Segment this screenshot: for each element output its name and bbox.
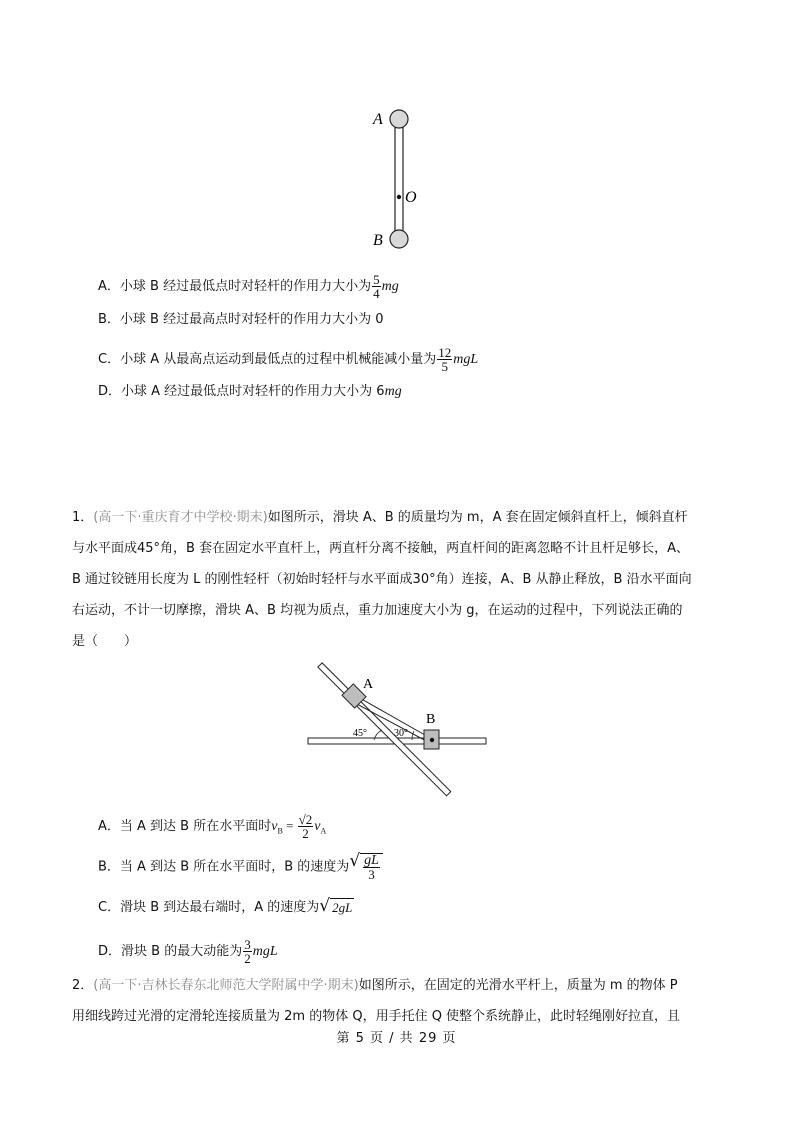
angle-45-label: 45° — [353, 728, 367, 739]
question-2-stem: 2．(高一下·吉林长春东北师范大学附属中学·期末)如图所示，在固定的光滑水平杆上，质量为 m 的物体 P 用细线跨过光滑的定滑轮连接质量为 2m 的物体 Q，用手托住 Q 使整个系统静止，此时轻绳刚好拉直，且 — [72, 978, 681, 1024]
option-c: C．小球 A 从最高点运动到最低点的过程中机械能减小量为 $\frac{12}{5}$ mgL — [98, 345, 479, 374]
fraction: $\frac{12}{5}$ — [438, 345, 452, 374]
question-1-stem: 1．(高一下·重庆育才中学校·期末)如图所示，滑块 A、B 的质量均为 m，A 套在固定倾斜直杆上，倾斜直杆 与水平面成45°角，B 套在固定水平直杆上，两直杆分离不接触，两直杆间的距离忽略不计且杆足够长，A、 B 通过铰链用长度为 L 的刚性轻杆（初始时轻杆与水平面成30°角）连接，A、B 从静止释放，B 沿水平面向 右运动，不计一切摩擦，滑块 A、B 均视为质点，重力加速度大小为 g，在运动的过程中，下列说法正确的 是（ ） — [72, 510, 692, 649]
option-b: B．当 A 到达 B 所在水平面时，B 的速度为 √ $\frac{gL}{3}$ — [98, 853, 383, 881]
angle-30-label: 30° — [394, 728, 408, 739]
inclined-rod — [318, 663, 451, 796]
fraction: $\frac{√2}{2}$ — [298, 812, 313, 841]
ball-b — [390, 230, 408, 248]
ball-a — [390, 110, 408, 128]
slider-figure — [300, 660, 500, 800]
label-b: B — [426, 712, 436, 727]
label-a: A — [363, 677, 374, 692]
option-c: C．滑块 B 到达最右端时，A 的速度为 √ 2gL — [98, 896, 353, 916]
sqrt-expression: √ $\frac{gL}{3}$ — [349, 853, 383, 881]
option-b: B．小球 B 经过最高点时对轻杆的作用力大小为 0 — [98, 312, 384, 327]
question-source: (高一下·吉林长春东北师范大学附属中学·期末) — [93, 978, 359, 993]
question-source: (高一下·重庆育才中学校·期末) — [93, 510, 268, 525]
option-a: A．当 A 到达 B 所在水平面时$v_B$ = $\frac{√2}{2}$ $v_A$ — [98, 812, 327, 841]
pivot-o — [397, 195, 401, 199]
option-d: D．滑块 B 的最大动能为 $\frac{3}{2}$ mgL — [98, 937, 278, 966]
rod — [395, 120, 403, 238]
rod-figure — [360, 100, 440, 255]
fraction: $\frac{3}{2}$ — [244, 937, 251, 966]
label-a: A — [373, 111, 383, 128]
page-footer: 第 5 页 / 共 29 页 — [336, 1031, 457, 1046]
hinge-b — [430, 738, 434, 742]
option-a: A．小球 B 经过最低点时对轻杆的作用力大小为 $\frac{5}{4}$ mg — [98, 272, 399, 301]
fraction: $\frac{5}{4}$ — [373, 272, 380, 301]
sqrt-expression: √ 2gL — [319, 896, 353, 916]
label-o: O — [405, 189, 417, 206]
option-d: D．小球 A 经过最低点时对轻杆的作用力大小为 6mg — [98, 384, 402, 399]
label-b: B — [373, 232, 383, 249]
